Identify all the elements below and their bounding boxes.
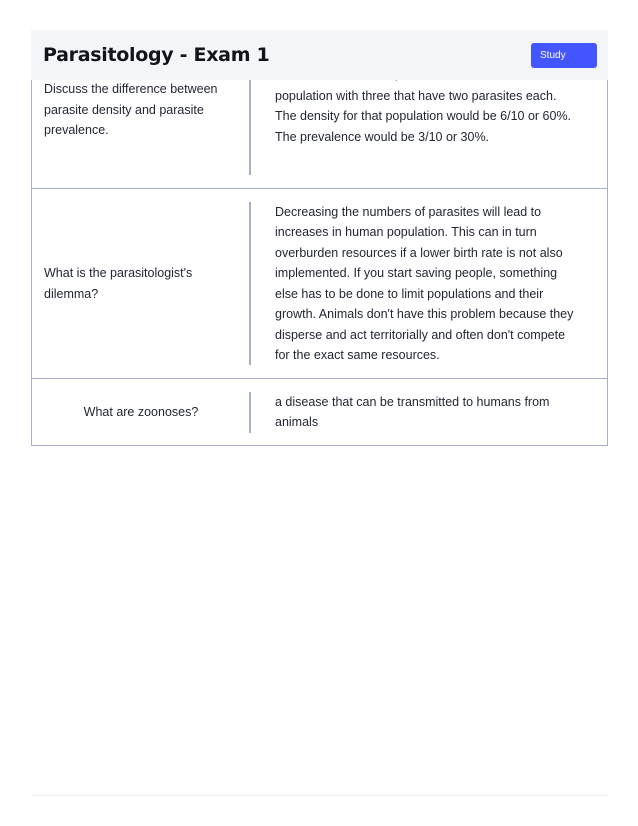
footer-divider [31,795,608,796]
term-cell [32,189,250,378]
definition-text: population with three that have two parasites each. The density for that population would be 6/10 or 60%. The prevalence would be 3/10 or 30%. [275,88,572,144]
term-text: Discuss the difference between parasite density and parasite prevalence. [44,82,218,137]
term-text: What is the parasitologist's dilemma? [44,266,193,301]
definition-cell [250,189,607,378]
term-text: What are zoonoses? [83,404,199,419]
column-divider [249,80,251,175]
definition-text: a disease that can be transmitted to humans from animals [275,394,550,429]
study-button[interactable]: Study [531,43,597,68]
column-divider [249,392,251,433]
page-title: Parasitology - Exam 1 [43,44,270,66]
column-divider [249,202,251,365]
definition-cell [250,379,607,445]
definition-text: Decreasing the numbers of parasites will lead to increases in human population. This can in turn overburden resources if a lower birth rate is not also implemented. If you start saving people, something else has to be done to limit populations and their growth. Animals don't have this problem because they disperse and act territorially and often don't compete for the exact same resources. [275,204,574,362]
flashcard-row [32,379,607,445]
flashcard-row [32,189,607,379]
flashcard-table [31,52,608,446]
header-bar [31,30,608,80]
term-cell [32,379,250,445]
